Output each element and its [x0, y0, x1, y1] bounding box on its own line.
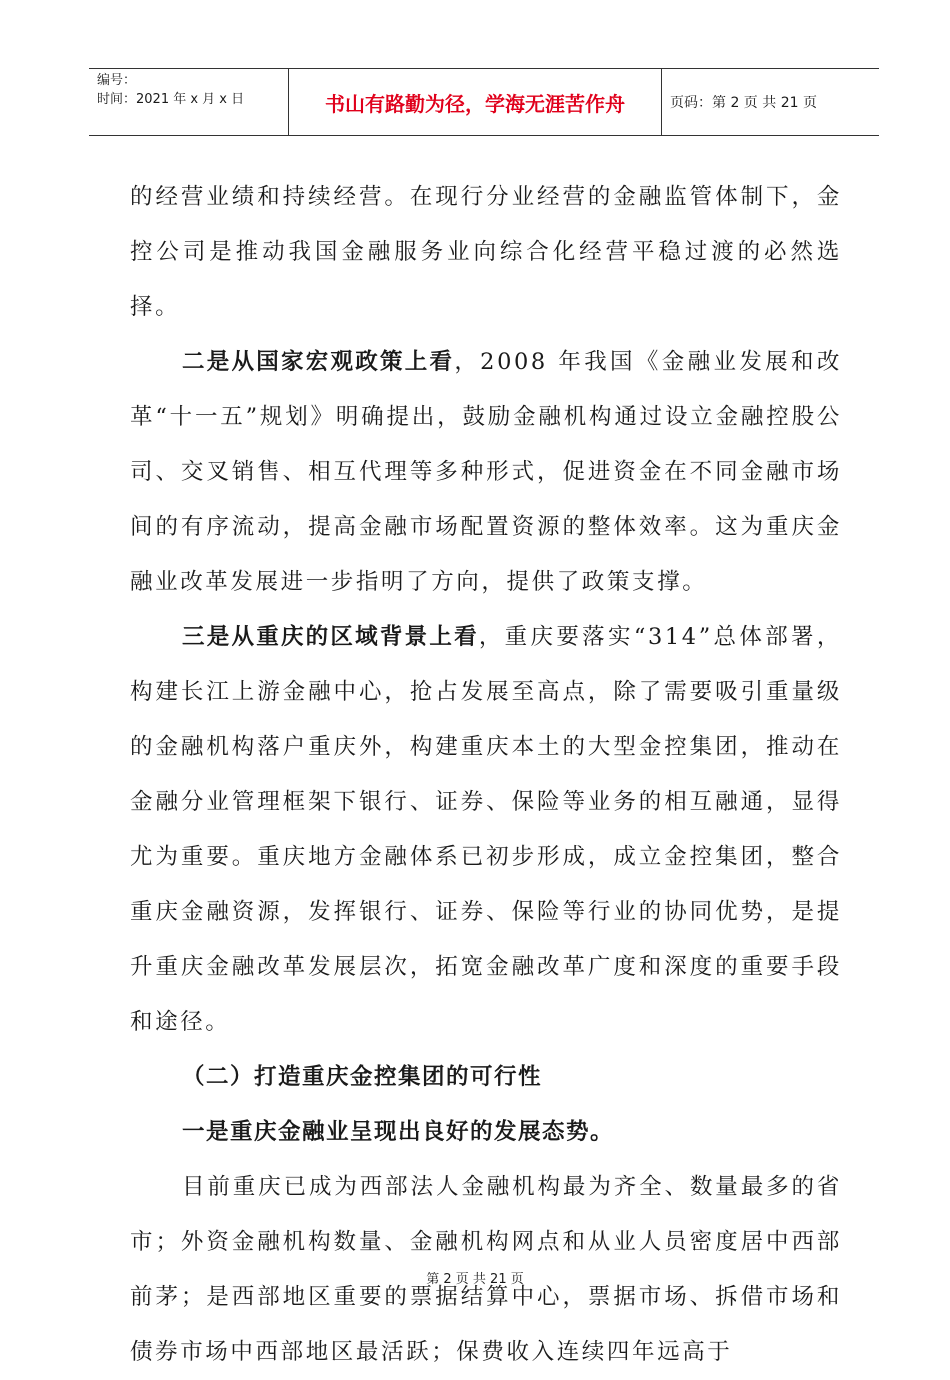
- page-footer: 第 2 页 共 21 页: [426, 1272, 524, 1287]
- header-motto: 书山有路勤为径，学海无涯苦作舟: [289, 69, 662, 135]
- paragraph-2-lead: 二是从国家宏观政策上看: [182, 349, 455, 375]
- number-label: 编号：: [97, 73, 137, 88]
- paragraph-3-body: ，重庆要落实“314”总体部署，构建长江上游金融中心，抢占发展至高点，除了需要吸引重量级的金融机构落户重庆外，构建重庆本土的大型金控集团，推动在金融分业管理框架下银行、证券、保险等业务的相互融通，显得尤为重要。重庆地方金融体系已初步形成，成立金控集团，整合重庆金融资源，发挥银行、证券、保险等行业的协同优势，是提升重庆金融改革发展层次，拓宽金融改革广度和深度的重要手段和途径。: [130, 624, 842, 1035]
- paragraph-1: 的经营业绩和持续经营。在现行分业经营的金融监管体制下，金控公司是推动我国金融服务业向综合化经营平稳过渡的必然选择。: [130, 184, 842, 320]
- paragraph-3: [130, 610, 842, 1050]
- time-label: 时间：2021 年 x 月 x 日: [97, 92, 245, 107]
- header-page-info: 页码：第 2 页 共 21 页: [670, 95, 817, 111]
- section-heading: （二）打造重庆金控集团的可行性: [182, 1064, 543, 1090]
- paragraph-3-lead: 三是从重庆的区域背景上看: [182, 624, 479, 650]
- document-body: [130, 170, 842, 1380]
- paragraph-2-body: ，2008 年我国《金融业发展和改革“十一五”规划》明确提出，鼓励金融机构通过设立金融控股公司、交叉销售、相互代理等多种形式，促进资金在不同金融市场间的有序流动，提高金融市场配置资源的整体效率。这为重庆金融业改革发展进一步指明了方向，提供了政策支撑。: [130, 349, 842, 595]
- subheading: 一是重庆金融业呈现出良好的发展态势。: [182, 1119, 615, 1145]
- paragraph-4: 目前重庆已成为西部法人金融机构最为齐全、数量最多的省市；外资金融机构数量、金融机构网点和从业人员密度居中西部前茅；是西部地区重要的票据结算中心，票据市场、拆借市场和债券市场中西部地区最活跃；保费收入连续四年远高于: [130, 1174, 842, 1365]
- page-header: [89, 68, 879, 136]
- header-meta: [89, 69, 289, 135]
- paragraph-2: [130, 335, 842, 610]
